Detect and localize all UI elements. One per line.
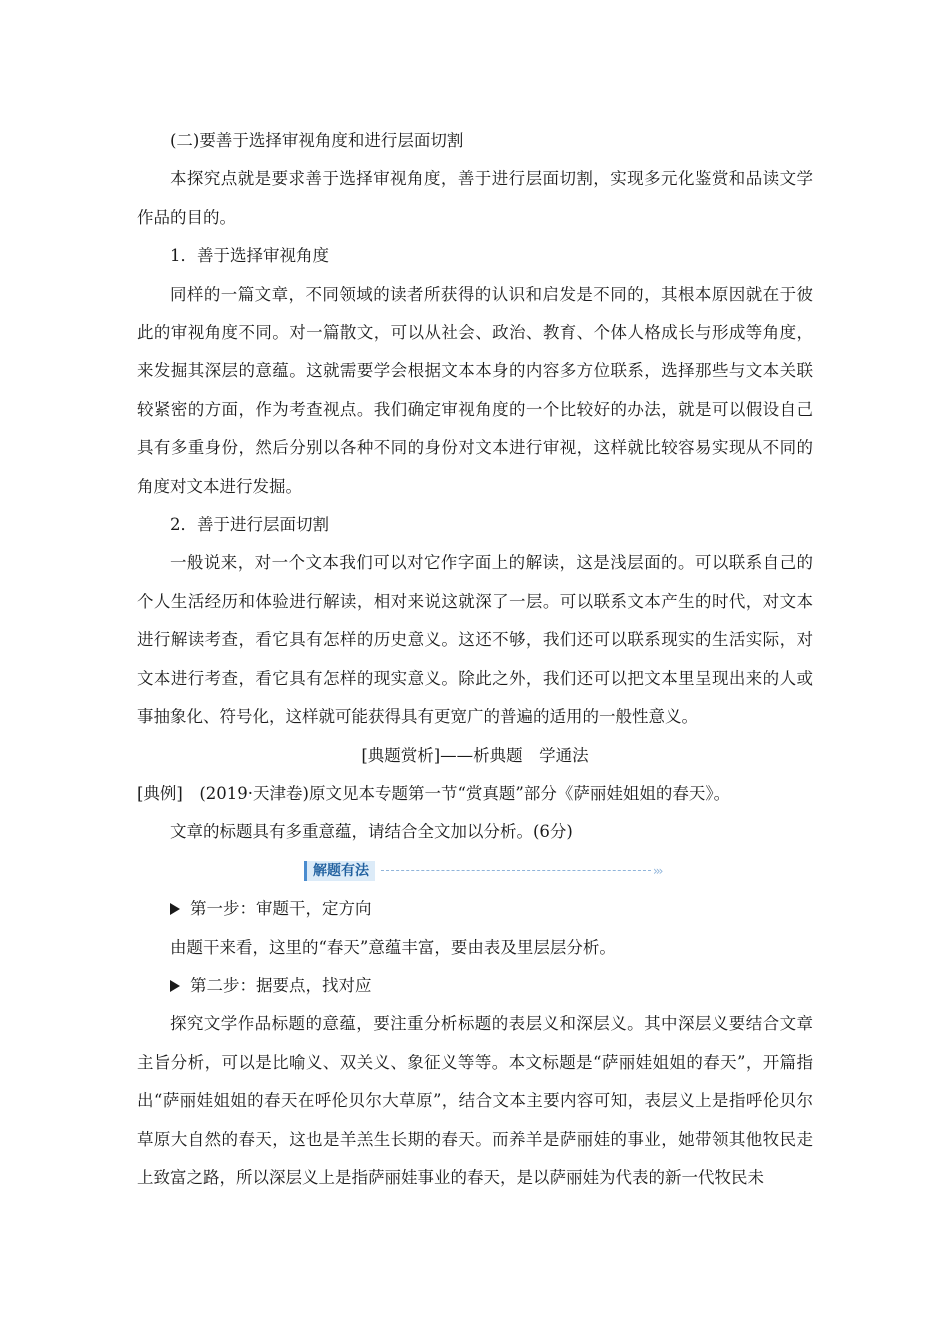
step2-title-row <box>137 967 813 1005</box>
point1-body: 同样的一篇文章，不同领域的读者所获得的认识和启发是不同的，其根本原因就在于彼此的审视角度不同。对一篇散文，可以从社会、政治、教育、个体人格成长与形成等角度，来发掘其深层的意蕴。这就需要学会根据文本本身的内容多方位联系，选择那些与文本关联较紧密的方面，作为考查视点。我们确定审视角度的一个比较好的办法，就是可以假设自己具有多重身份，然后分别以各种不同的身份对文本进行审视，这样就比较容易实现从不同的角度对文本进行发掘。 <box>137 284 813 496</box>
point2-body: 一般说来，对一个文本我们可以对它作字面上的解读，这是浅层面的。可以联系自己的个人生活经历和体验进行解读，相对来说这就深了一层。可以联系文本产生的时代，对文本进行解读考查，看它具有怎样的历史意义。这还不够，我们还可以联系现实的生活实际，对文本进行考查，看它具有怎样的现实意义。除此之外，我们还可以把文本里呈现出来的人或事抽象化、符号化，这样就可能获得具有更宽广的普遍的适用的一般性意义。 <box>137 553 813 727</box>
step2-body: 探究文学作品标题的意蕴，要注重分析标题的表层义和深层义。其中深层义要结合文章主旨分析，可以是比喻义、双关义、象征义等等。本文标题是“萨丽娃姐姐的春天”，开篇指出“萨丽娃姐姐的春天在呼伦贝尔大草原”，结合文本主要内容可知，表层义上是指呼伦贝尔草原大自然的春天，这也是羊羔生长期的春天。而养羊是萨丽娃的事业，她带领其他牧民走上致富之路，所以深层义上是指萨丽娃事业的春天，是以萨丽娃为代表的新一代牧民未 <box>137 1014 813 1187</box>
example-intro: [典例] (2019·天津卷)原文见本专题第一节“赏真题”部分《萨丽娃姐姐的春天》。 <box>137 783 731 803</box>
example-header: [典题赏析]——析典题 学通法 <box>361 745 589 765</box>
document-body <box>137 122 813 1197</box>
point1-title: 1．善于选择审视角度 <box>170 246 329 266</box>
point2-title: 2．善于进行层面切割 <box>170 515 329 535</box>
step2-title: 第二步：据要点，找对应 <box>190 975 372 995</box>
step1-body: 由题干来看，这里的“春天”意蕴丰富，要由表及里层层分析。 <box>170 937 616 957</box>
method-badge: 解题有法 <box>304 861 375 881</box>
triangle-bullet-icon <box>170 903 180 915</box>
triangle-bullet-icon <box>170 980 180 992</box>
method-banner <box>137 852 813 890</box>
section-intro: 本探究点就是要求善于选择审视角度，善于进行层面切割，实现多元化鉴赏和品读文学作品的目的。 <box>137 169 813 227</box>
step1-title-row <box>137 890 813 928</box>
example-question: 文章的标题具有多重意蕴，请结合全文加以分析。(6分) <box>170 822 573 842</box>
section-heading: (二)要善于选择审视角度和进行层面切割 <box>170 131 464 150</box>
chevron-arrows-icon: ››› <box>653 863 662 878</box>
dashed-line <box>381 870 651 871</box>
step1-title: 第一步：审题干，定方向 <box>190 899 372 919</box>
